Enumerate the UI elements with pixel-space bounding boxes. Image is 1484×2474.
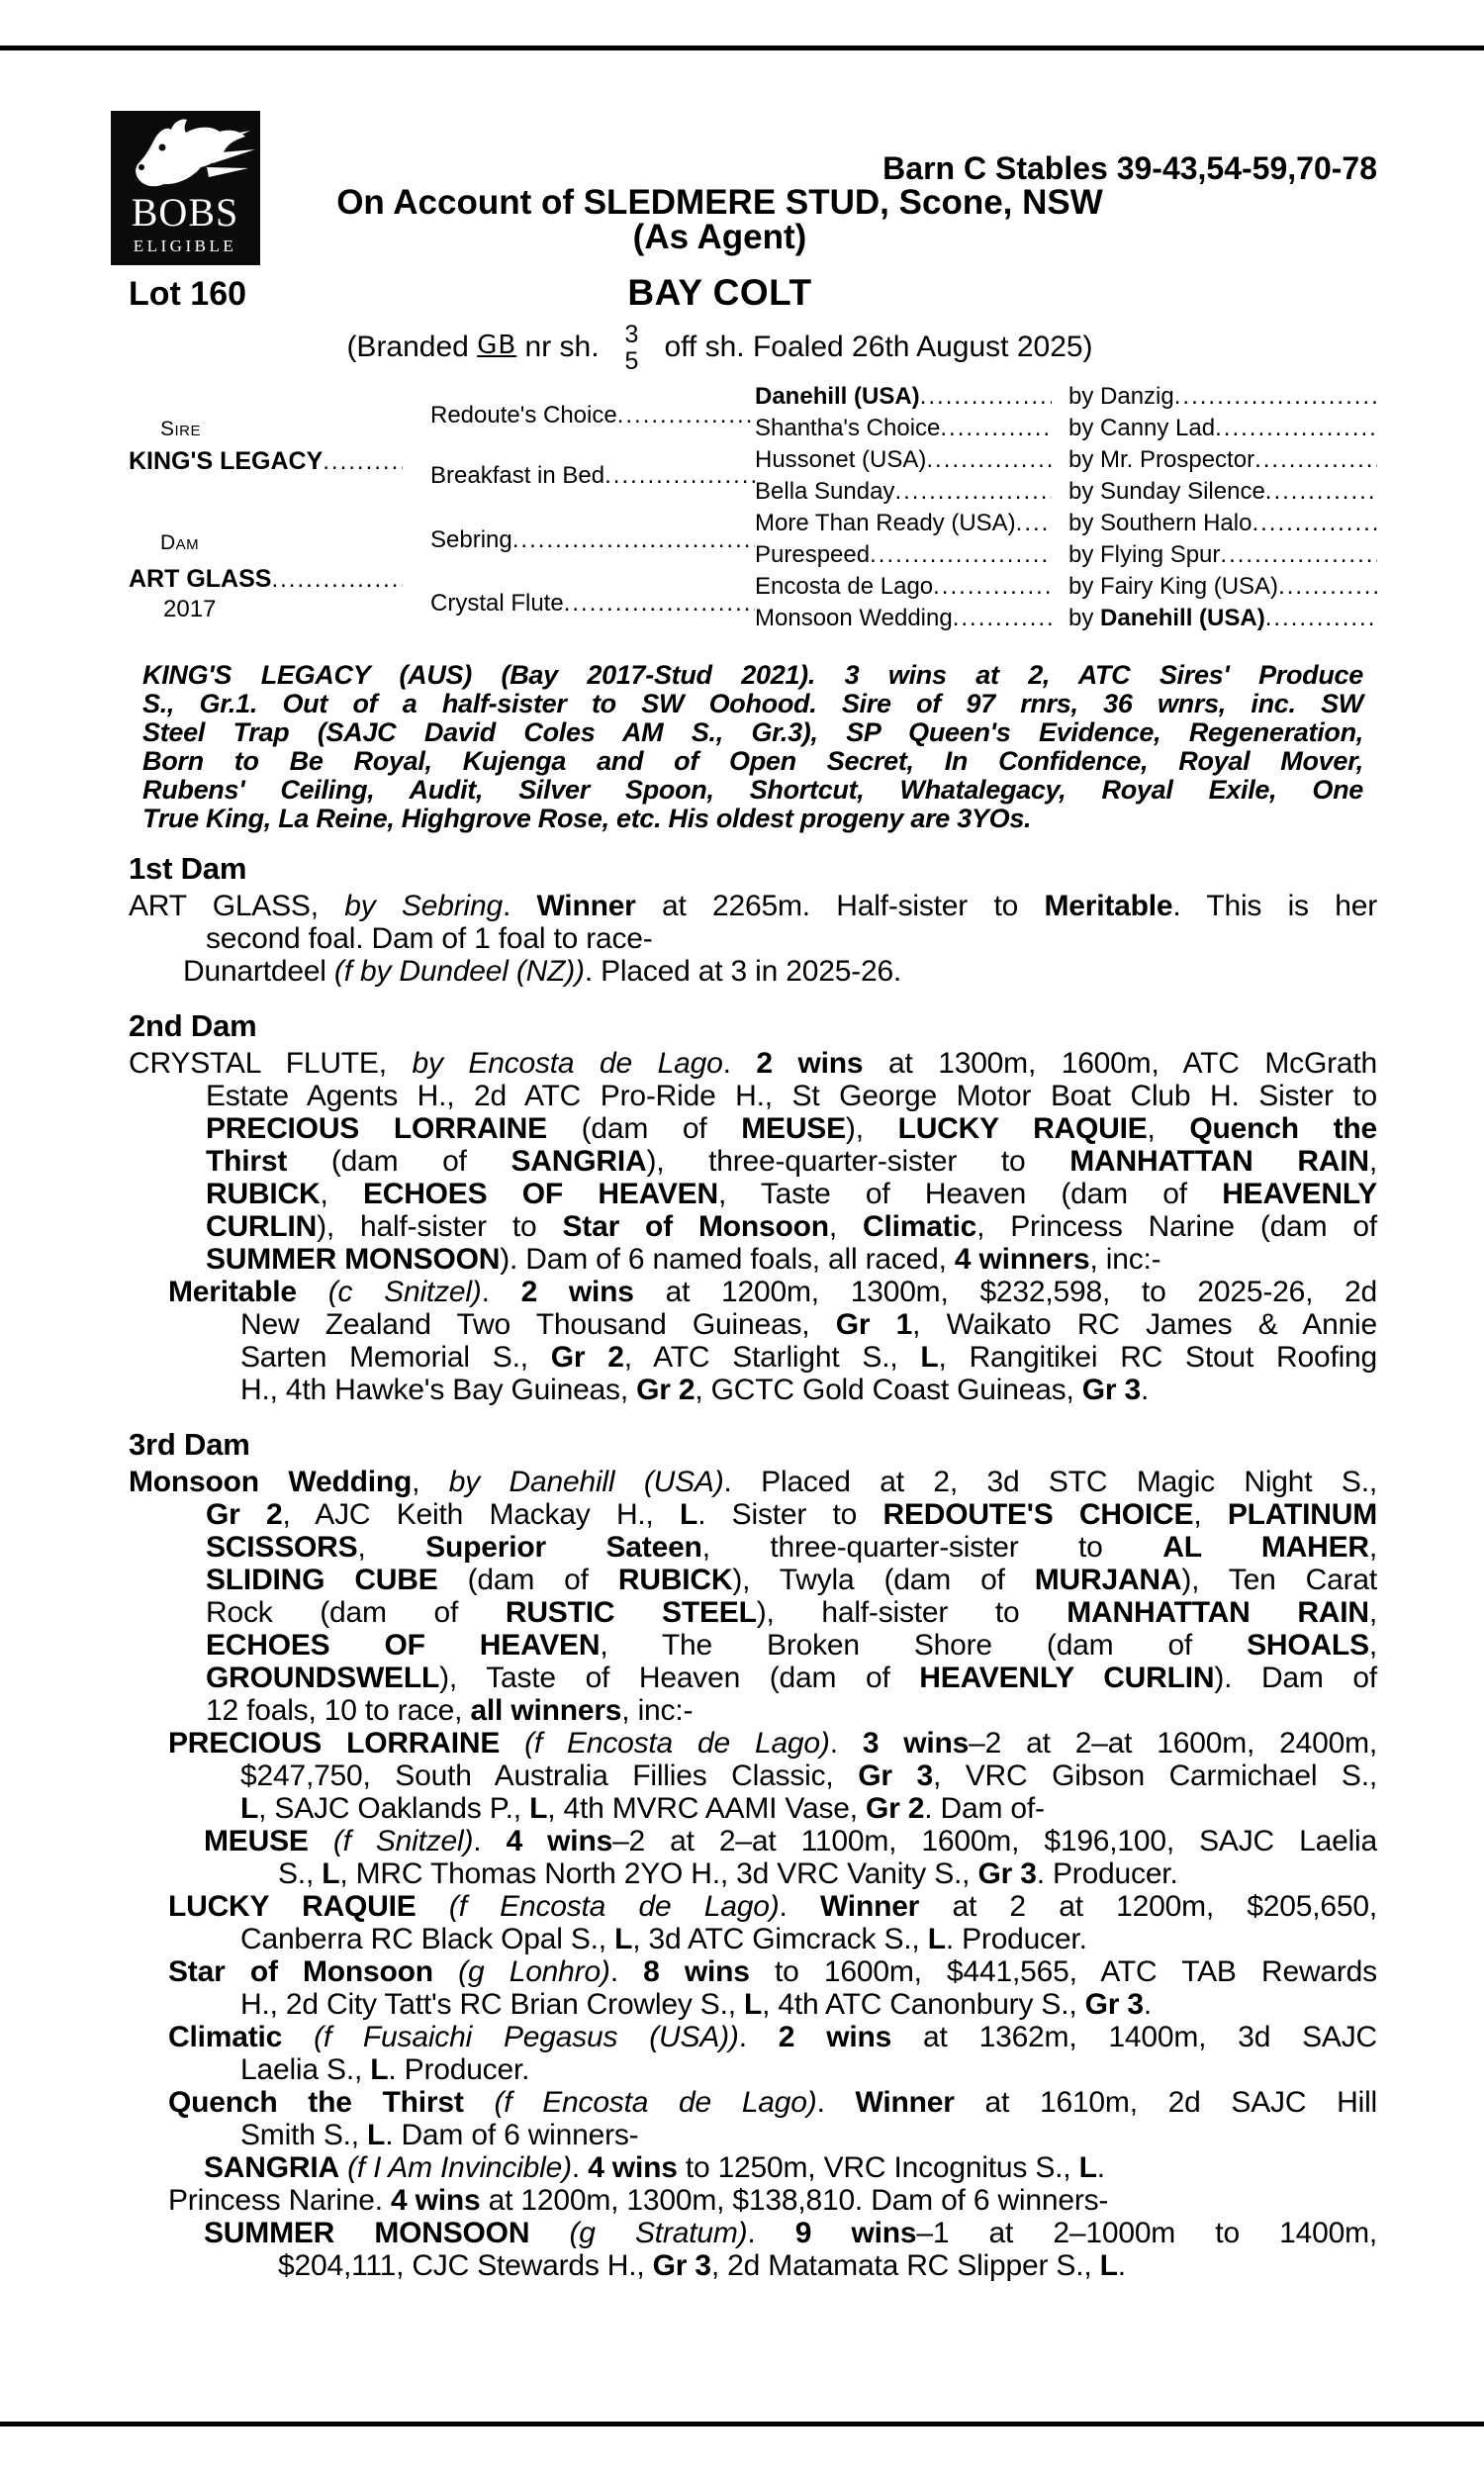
- sire-summary-line: KING'S LEGACY (AUS) (Bay 2017-Stud 2021). 3 wins at 2, ATC Sires' Produce: [142, 660, 1363, 690]
- pedigree-line: SANGRIA (f I Am Invincible). 4 wins to 1250m, VRC Incognitus S., L.: [204, 2151, 1105, 2184]
- pedigree-paragraph: [129, 2151, 1377, 2184]
- pedigree-line: Sarten Memorial S., Gr 2, ATC Starlight S., L, Rangitikei RC Stout Roofing: [240, 1341, 1378, 1374]
- dam-name: ART GLASS .....: [129, 565, 403, 595]
- gen2-entry: Redoute's Choice .....: [430, 402, 755, 431]
- gen3-entry: More Than Ready (USA) .....: [755, 510, 1052, 539]
- pedigree-table: [129, 381, 1377, 673]
- logo-wordmark: BOBS: [131, 190, 239, 235]
- pedigree-line: CURLIN), half-sister to Star of Monsoon, Climatic, Princess Narine (dam of: [206, 1210, 1377, 1243]
- gen4-entry: by Danzig .....: [1068, 383, 1377, 413]
- pedigree-line: Princess Narine. 4 wins at 1200m, 1300m, $138,810. Dam of 6 winners-: [168, 2184, 1109, 2217]
- branded-prefix: (Branded: [346, 331, 478, 363]
- pedigree-paragraph: [129, 1047, 1377, 1276]
- brand-fraction: 3 5: [624, 321, 639, 375]
- pedigree-line: H., 2d City Tatt's RC Brian Crowley S., L, 4th ATC Canonbury S., Gr 3.: [240, 1988, 1152, 2021]
- pedigree-paragraph: [129, 1276, 1377, 1406]
- top-rule: [0, 46, 1484, 50]
- gen4-entry: by Southern Halo .....: [1068, 510, 1377, 539]
- pedigree-paragraph: [129, 1466, 1377, 1727]
- agent-line: (As Agent): [632, 218, 807, 256]
- pedigree-paragraph: [129, 1727, 1377, 1825]
- pedigree-line: Meritable (c Snitzel). 2 wins at 1200m, 1300m, $232,598, to 2025-26, 2d: [168, 1276, 1378, 1308]
- gen4-entry: by Fairy King (USA) .....: [1068, 573, 1377, 603]
- pedigree-line: RUBICK, ECHOES OF HEAVEN, Taste of Heaven (dam of HEAVENLY: [206, 1178, 1377, 1210]
- pedigree-line: ECHOES OF HEAVEN, The Broken Shore (dam of SHOALS,: [206, 1629, 1378, 1662]
- pedigree-paragraph: [129, 2184, 1377, 2217]
- pedigree-paragraph: [129, 1955, 1377, 2021]
- section-heading: 3rd Dam: [129, 1427, 250, 1462]
- pedigree-paragraph: [129, 2021, 1377, 2086]
- gen4-entry: by Danehill (USA) .....: [1068, 605, 1377, 634]
- pedigree-line: L, SAJC Oaklands P., L, 4th MVRC AAMI Vase, Gr 2. Dam of-: [240, 1792, 1045, 1825]
- pedigree-line: $204,111, CJC Stewards H., Gr 3, 2d Matamata RC Slipper S., L.: [278, 2249, 1126, 2282]
- sire-summary-line: Steel Trap (SAJC David Coles AM S., Gr.3), SP Queen's Evidence, Regeneration,: [142, 717, 1363, 747]
- pedigree-line: 12 foals, 10 to race, all winners, inc:-: [206, 1694, 694, 1727]
- pedigree-paragraph: [129, 2086, 1377, 2151]
- pedigree-line: Smith S., L. Dam of 6 winners-: [240, 2119, 639, 2151]
- dam-sections: [129, 852, 1377, 2282]
- gen3-entry: Monsoon Wedding .....: [755, 605, 1052, 634]
- pedigree-line: ART GLASS, by Sebring. Winner at 2265m. Half-sister to Meritable. This is her: [129, 890, 1377, 922]
- pedigree-line: New Zealand Two Thousand Guineas, Gr 1, Waikato RC James & Annie: [240, 1308, 1377, 1341]
- pedigree-paragraph: [129, 890, 1377, 955]
- gen4-entry: by Sunday Silence .....: [1068, 478, 1377, 508]
- pedigree-line: GROUNDSWELL), Taste of Heaven (dam of HEAVENLY CURLIN). Dam of: [206, 1662, 1377, 1694]
- branded-suffix: off sh. Foaled 26th August 2025): [664, 331, 1093, 363]
- brand-mark: GB: [477, 331, 517, 360]
- pedigree-line: H., 4th Hawke's Bay Guineas, Gr 2, GCTC Gold Coast Guineas, Gr 3.: [240, 1374, 1150, 1406]
- pedigree-line: Dunartdeel (f by Dundeel (NZ)). Placed at 3 in 2025-26.: [183, 955, 902, 988]
- pedigree-line: S., L, MRC Thomas North 2YO H., 3d VRC Vanity S., Gr 3. Producer.: [278, 1857, 1178, 1890]
- pedigree-line: CRYSTAL FLUTE, by Encosta de Lago. 2 wins at 1300m, 1600m, ATC McGrath: [129, 1047, 1377, 1080]
- pedigree-paragraph: [129, 2217, 1377, 2282]
- page-title: BAY COLT: [627, 272, 812, 313]
- pedigree-line: Canberra RC Black Opal S., L, 3d ATC Gimcrack S., L. Producer.: [240, 1923, 1087, 1955]
- gen2-entry: Breakfast in Bed .....: [430, 462, 755, 492]
- section-heading: 1st Dam: [129, 851, 247, 886]
- pedigree-line: Climatic (f Fusaichi Pegasus (USA)). 2 wins at 1362m, 1400m, 3d SAJC: [168, 2021, 1377, 2053]
- branded-line: [64, 321, 1375, 375]
- pedigree-line: Thirst (dam of SANGRIA), three-quarter-sister to MANHATTAN RAIN,: [206, 1145, 1378, 1178]
- vendor-account-line: On Account of SLEDMERE STUD, Scone, NSW: [336, 183, 1103, 222]
- barn-stables-line: Barn C Stables 39-43,54-59,70-78: [882, 150, 1377, 186]
- sire-summary-line: Rubens' Ceiling, Audit, Silver Spoon, Shortcut, Whatalegacy, Royal Exile, One: [142, 775, 1363, 805]
- pedigree-line: Monsoon Wedding, by Danehill (USA). Placed at 2, 3d STC Magic Night S.,: [129, 1466, 1377, 1498]
- gen3-entry: Shantha's Choice .....: [755, 415, 1052, 444]
- pedigree-line: SCISSORS, Superior Sateen, three-quarter-sister to AL MAHER,: [206, 1531, 1378, 1564]
- pedigree-paragraph: [129, 955, 1377, 988]
- pedigree-line: Estate Agents H., 2d ATC Pro-Ride H., St George Motor Boat Club H. Sister to: [206, 1080, 1377, 1112]
- pedigree-line: SLIDING CUBE (dam of RUBICK), Twyla (dam of MURJANA), Ten Carat: [206, 1564, 1377, 1596]
- pedigree-line: LUCKY RAQUIE (f Encosta de Lago). Winner at 2 at 1200m, $205,650,: [168, 1890, 1377, 1923]
- gen4-entry: by Flying Spur .....: [1068, 541, 1377, 571]
- gen3-entry: Danehill (USA) .....: [755, 383, 1052, 413]
- pedigree-line: Quench the Thirst (f Encosta de Lago). Winner at 1610m, 2d SAJC Hill: [168, 2086, 1377, 2119]
- gen2-entry: Crystal Flute .....: [430, 590, 755, 619]
- pedigree-paragraph: [129, 1890, 1377, 1955]
- section-heading: 2nd Dam: [129, 1008, 257, 1043]
- gen2-entry: Sebring .....: [430, 526, 755, 556]
- pedigree-paragraph: [129, 1825, 1377, 1890]
- pedigree-line: $247,750, South Australia Fillies Classic, Gr 3, VRC Gibson Carmichael S.,: [240, 1760, 1378, 1792]
- dam-label: Dam: [160, 531, 200, 554]
- gen3-entry: Bella Sunday .....: [755, 478, 1052, 508]
- lot-number: Lot 160: [129, 275, 247, 313]
- sire-summary-line: True King, La Reine, Highgrove Rose, etc. His oldest progeny are 3YOs.: [142, 804, 1032, 833]
- pedigree-line: PRECIOUS LORRAINE (f Encosta de Lago). 3 wins–2 at 2–at 1600m, 2400m,: [168, 1727, 1377, 1760]
- bottom-rule: [0, 2422, 1484, 2426]
- logo-subtitle: ELIGIBLE: [133, 237, 237, 255]
- pedigree-line: MEUSE (f Snitzel). 4 wins–2 at 2–at 1100m, 1600m, $196,100, SAJC Laelia: [204, 1825, 1378, 1857]
- pedigree-line: SUMMER MONSOON). Dam of 6 named foals, all raced, 4 winners, inc:-: [206, 1243, 1161, 1276]
- sire-name: KING'S LEGACY .....: [129, 447, 403, 477]
- pedigree-line: SUMMER MONSOON (g Stratum). 9 wins–1 at 2–1000m to 1400m,: [204, 2217, 1378, 2249]
- pedigree-line: Rock (dam of RUSTIC STEEL), half-sister to MANHATTAN RAIN,: [206, 1596, 1377, 1629]
- branded-mid: nr sh.: [516, 331, 600, 363]
- pedigree-line: second foal. Dam of 1 foal to race-: [206, 922, 653, 955]
- pedigree-line: Gr 2, AJC Keith Mackay H., L. Sister to REDOUTE'S CHOICE, PLATINUM: [206, 1498, 1377, 1531]
- sire-summary: [142, 661, 1363, 833]
- gen4-entry: by Mr. Prospector .....: [1068, 446, 1377, 476]
- pedigree-line: Laelia S., L. Producer.: [240, 2053, 530, 2086]
- pedigree-line: PRECIOUS LORRAINE (dam of MEUSE), LUCKY RAQUIE, Quench the: [206, 1112, 1378, 1145]
- gen3-entry: Encosta de Lago .....: [755, 573, 1052, 603]
- dam-year: 2017: [163, 596, 217, 622]
- gen3-entry: Purespeed .....: [755, 541, 1052, 571]
- sire-label: Sire: [160, 418, 202, 440]
- sire-summary-line: Born to Be Royal, Kujenga and of Open Secret, In Confidence, Royal Mover,: [142, 746, 1363, 776]
- sire-summary-line: S., Gr.1. Out of a half-sister to SW Oohood. Sire of 97 rnrs, 36 wnrs, inc. SW: [142, 689, 1363, 718]
- pedigree-line: Star of Monsoon (g Lonhro). 8 wins to 1600m, $441,565, ATC TAB Rewards: [168, 1955, 1377, 1988]
- gen4-entry: by Canny Lad .....: [1068, 415, 1377, 444]
- gen3-entry: Hussonet (USA) .....: [755, 446, 1052, 476]
